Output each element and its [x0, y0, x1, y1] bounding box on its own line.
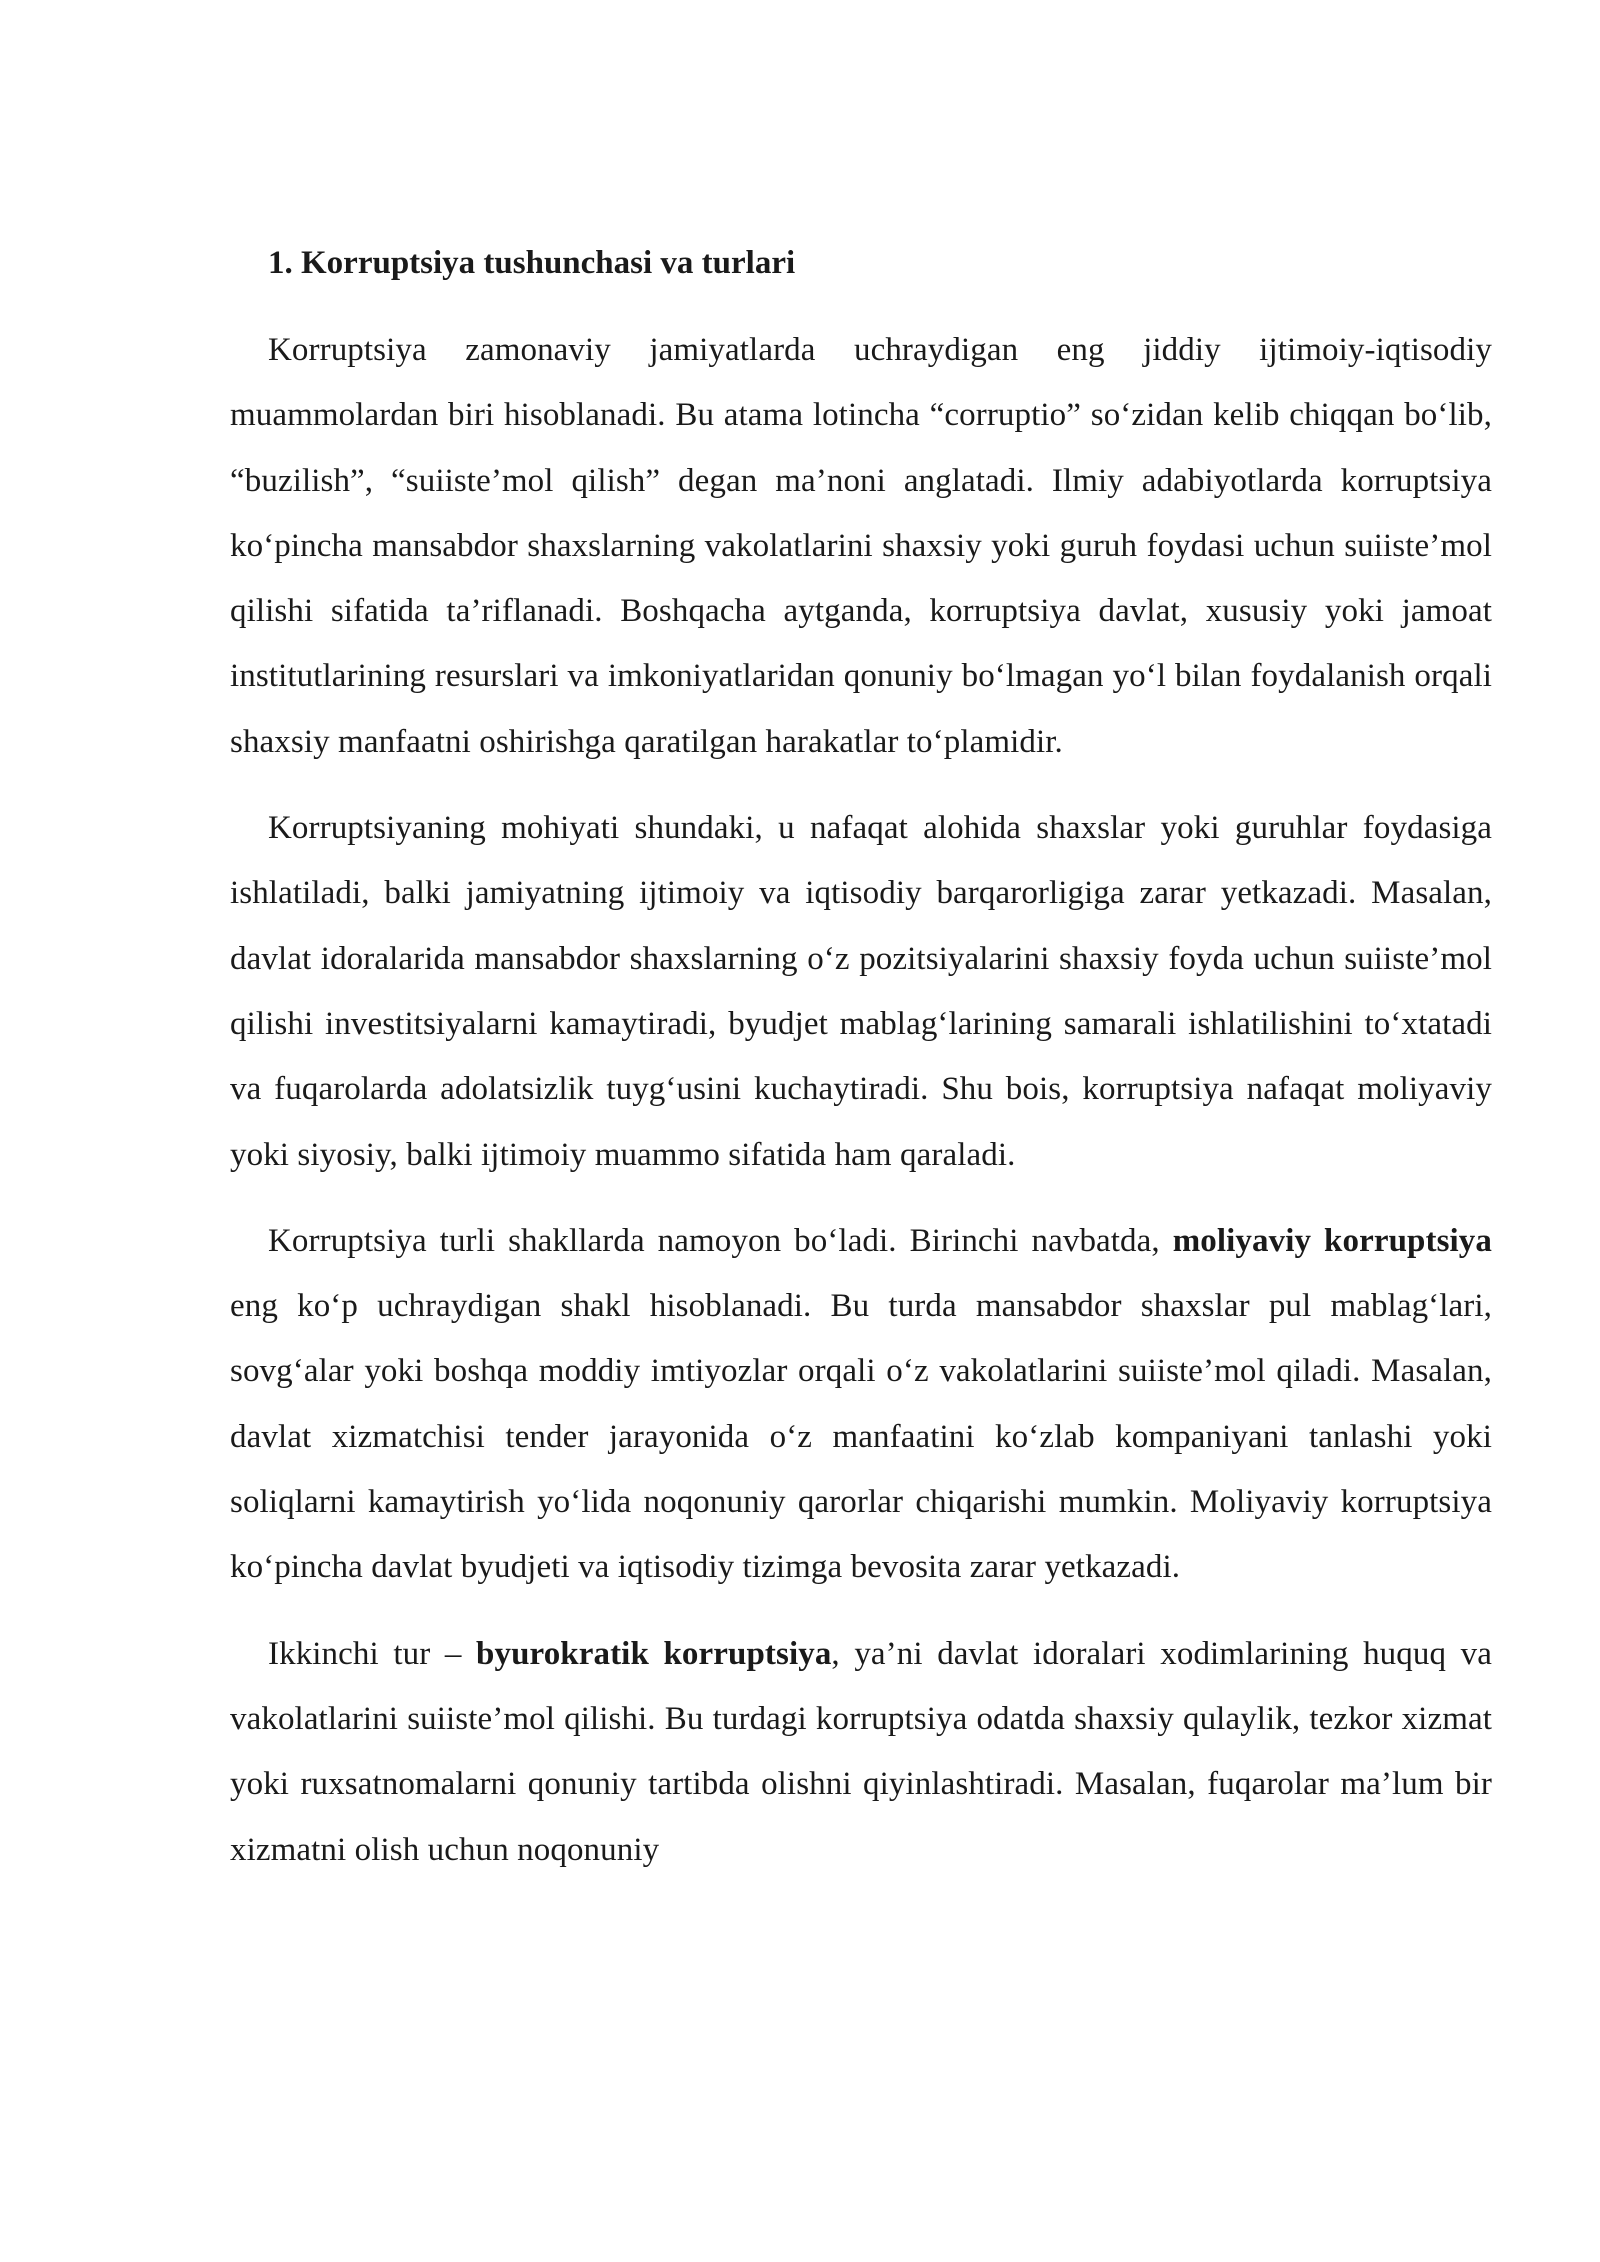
section-heading: 1. Korruptsiya tushunchasi va turlari	[268, 245, 796, 281]
paragraph-text: eng ko‘p uchraydigan shakl hisoblanadi. Bu turda mansabdor shaxslar pul mablag‘lari, sovg‘alar yoki boshqa moddiy imtiyozlar orqali o‘z vakolatlarini suiiste’mol qiladi. Masalan, davlat xizmatchisi tender jarayonida o‘z manfaatini ko‘zlab kompaniyani tanlashi yoki soliqlarni kamaytirish yo‘lida noqonuniy qarorlar chiqarishi mumkin. Moliyaviy korruptsiya ko‘pincha davlat byudjeti va iqtisodiy tizimga bevosita zarar yetkazadi.	[230, 1288, 1492, 1586]
paragraph-text: Ikkinchi tur –	[268, 1635, 477, 1672]
paragraph-financial-corruption	[230, 1209, 1492, 1601]
paragraph-definition: Korruptsiya zamonaviy jamiyatlarda uchraydigan eng jiddiy ijtimoiy-iqtisodiy muammolardan biri hisoblanadi. Bu atama lotincha “corruptio” so‘zidan kelib chiqqan bo‘lib, “buzilish”, “suiiste’mol qilish” degan ma’noni anglatadi. Ilmiy adabiyotlarda korruptsiya ko‘pincha mansabdor shaxslarning vakolatlarini shaxsiy yoki guruh foydasi uchun suiiste’mol qilishi sifatida ta’riflanadi. Boshqacha aytganda, korruptsiya davlat, xususiy yoki jamoat institutlarining resurslari va imkoniyatlaridan qonuniy bo‘lmagan yo‘l bilan foydalanish orqali shaxsiy manfaatni oshirishga qaratilgan harakatlar to‘plamidir.	[230, 332, 1492, 760]
page-content	[230, 238, 1492, 1904]
paragraph-text: , ya’ni davlat idoralari xodimlarining huquq va vakolatlarini suiiste’mol qilishi. Bu turdagi korruptsiya odatda shaxsiy qulaylik, tezkor xizmat yoki ruxsatnomalarni qonuniy tartibda olishni qiyinlashtiradi. Masalan, fuqarolar ma’lum bir xizmatni olish uchun noqonuniy	[230, 1635, 1492, 1868]
bold-term-bureaucratic-corruption: byurokratik korruptsiya	[476, 1635, 832, 1672]
paragraph-bureaucratic-corruption	[230, 1622, 1492, 1883]
paragraph-essence: Korruptsiyaning mohiyati shundaki, u nafaqat alohida shaxslar yoki guruhlar foydasiga ishlatiladi, balki jamiyatning ijtimoiy va iqtisodiy barqarorligiga zarar yetkazadi. Masalan, davlat idoralarida mansabdor shaxslarning o‘z pozitsiyalarini shaxsiy foyda uchun suiiste’mol qilishi investitsiyalarni kamaytiradi, byudjet mablag‘larining samarali ishlatilishini to‘xtatadi va fuqarolarda adolatsizlik tuyg‘usini kuchaytiradi. Shu bois, korruptsiya nafaqat moliyaviy yoki siyosiy, balki ijtimoiy muammo sifatida ham qaraladi.	[230, 810, 1492, 1173]
bold-term-financial-corruption: moliyaviy korruptsiya	[1172, 1222, 1492, 1259]
paragraph-text: Korruptsiya turli shakllarda namoyon bo‘ladi. Birinchi navbatda,	[268, 1222, 1173, 1259]
